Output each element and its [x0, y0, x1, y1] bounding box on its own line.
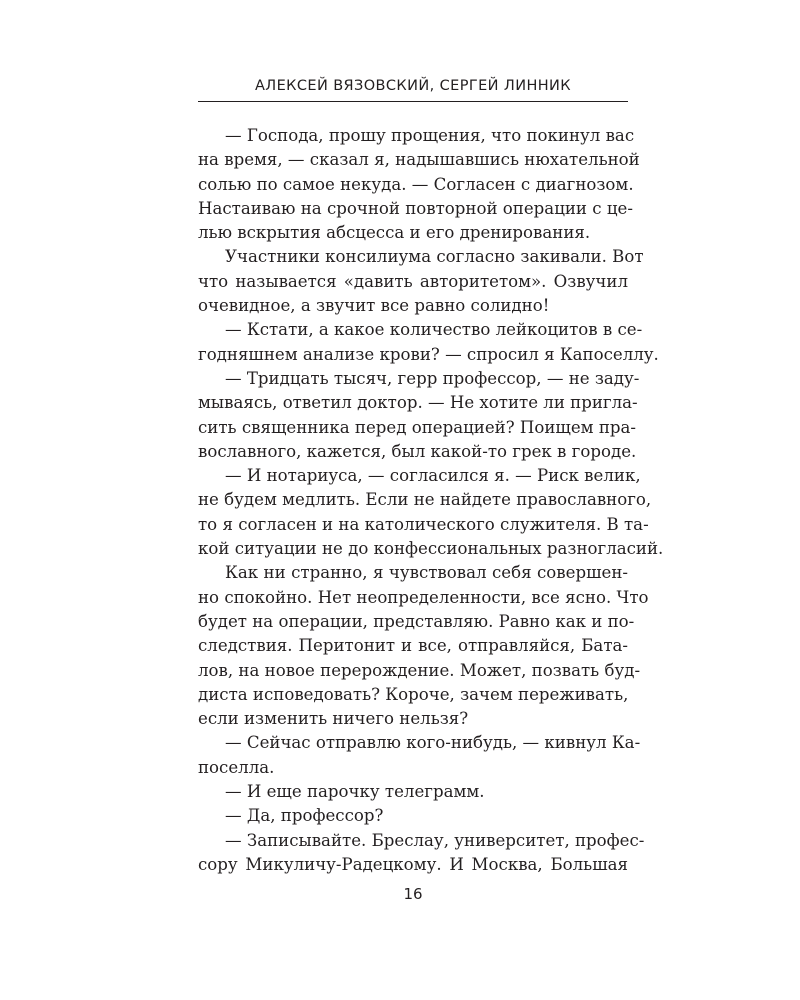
text-line: — Да, профессор? [225, 806, 384, 826]
text-line: — И нотариуса, — согласился я. — Риск велик, [225, 466, 641, 486]
page-number: 16 [403, 885, 423, 903]
text-line: но спокойно. Нет неопределенности, все ясно. Что [198, 587, 649, 607]
text-line: очевидное, а звучит все равно солидно! [198, 296, 550, 316]
running-header: АЛЕКСЕЙ ВЯЗОВСКИЙ, СЕРГЕЙ ЛИННИК [254, 78, 572, 94]
text-line: Участники консилиума согласно закивали. Вот [225, 247, 644, 267]
text-line: не будем медлить. Если не найдете православного, [198, 490, 652, 510]
text-line: поселла. [198, 757, 275, 777]
text-line: будет на операции, представляю. Равно как и по- [198, 611, 635, 631]
text-line: мываясь, ответил доктор. — Не хотите ли пригла- [198, 393, 638, 413]
text-line: сору Микуличу-Радецкому. И Москва, Большая [198, 854, 628, 874]
text-line: на время, — сказал я, надышавшись нюхательной [198, 150, 640, 170]
text-line: вославного, кажется, был какой-то грек в городе. [198, 441, 637, 461]
text-line: лью вскрытия абсцесса и его дренирования. [198, 223, 591, 243]
text-line: Как ни странно, я чувствовал себя совершен- [225, 563, 628, 583]
text-line: солью по самое некуда. — Согласен с диагнозом. [198, 174, 634, 194]
text-line: если изменить ничего нельзя? [198, 709, 469, 729]
text-line: Настаиваю на срочной повторной операции с це- [198, 198, 633, 218]
text-line: — Сейчас отправлю кого-нибудь, — кивнул Ка- [225, 733, 641, 753]
text-line: то я согласен и на католического служителя. В та- [198, 514, 649, 534]
text-line: — Записывайте. Бреслау, университет, профес- [225, 830, 645, 850]
text-line: — Кстати, а какое количество лейкоцитов в се- [225, 320, 643, 340]
text-line: что называется «давить авторитетом». Озвучил [198, 271, 628, 291]
text-line: лов, на новое перерождение. Может, позвать буд- [198, 660, 641, 680]
text-line: следствия. Перитонит и все, отправляйся, Бата- [198, 636, 628, 656]
text-line: сить священника перед операцией? Поищем пра- [198, 417, 637, 437]
text-line: кой ситуации не до конфессиональных разногласий. [198, 539, 664, 559]
text-line: годняшнем анализе крови? — спросил я Капоселлу. [198, 344, 659, 364]
text-line: — И еще парочку телеграмм. [225, 782, 485, 802]
header-rule [198, 101, 628, 102]
body-text [198, 124, 664, 877]
text-line: диста исповедовать? Короче, зачем переживать, [198, 684, 629, 704]
text-line: — Тридцать тысяч, герр профессор, — не заду- [225, 368, 640, 388]
text-line: — Господа, прошу прощения, что покинул вас [225, 126, 635, 145]
